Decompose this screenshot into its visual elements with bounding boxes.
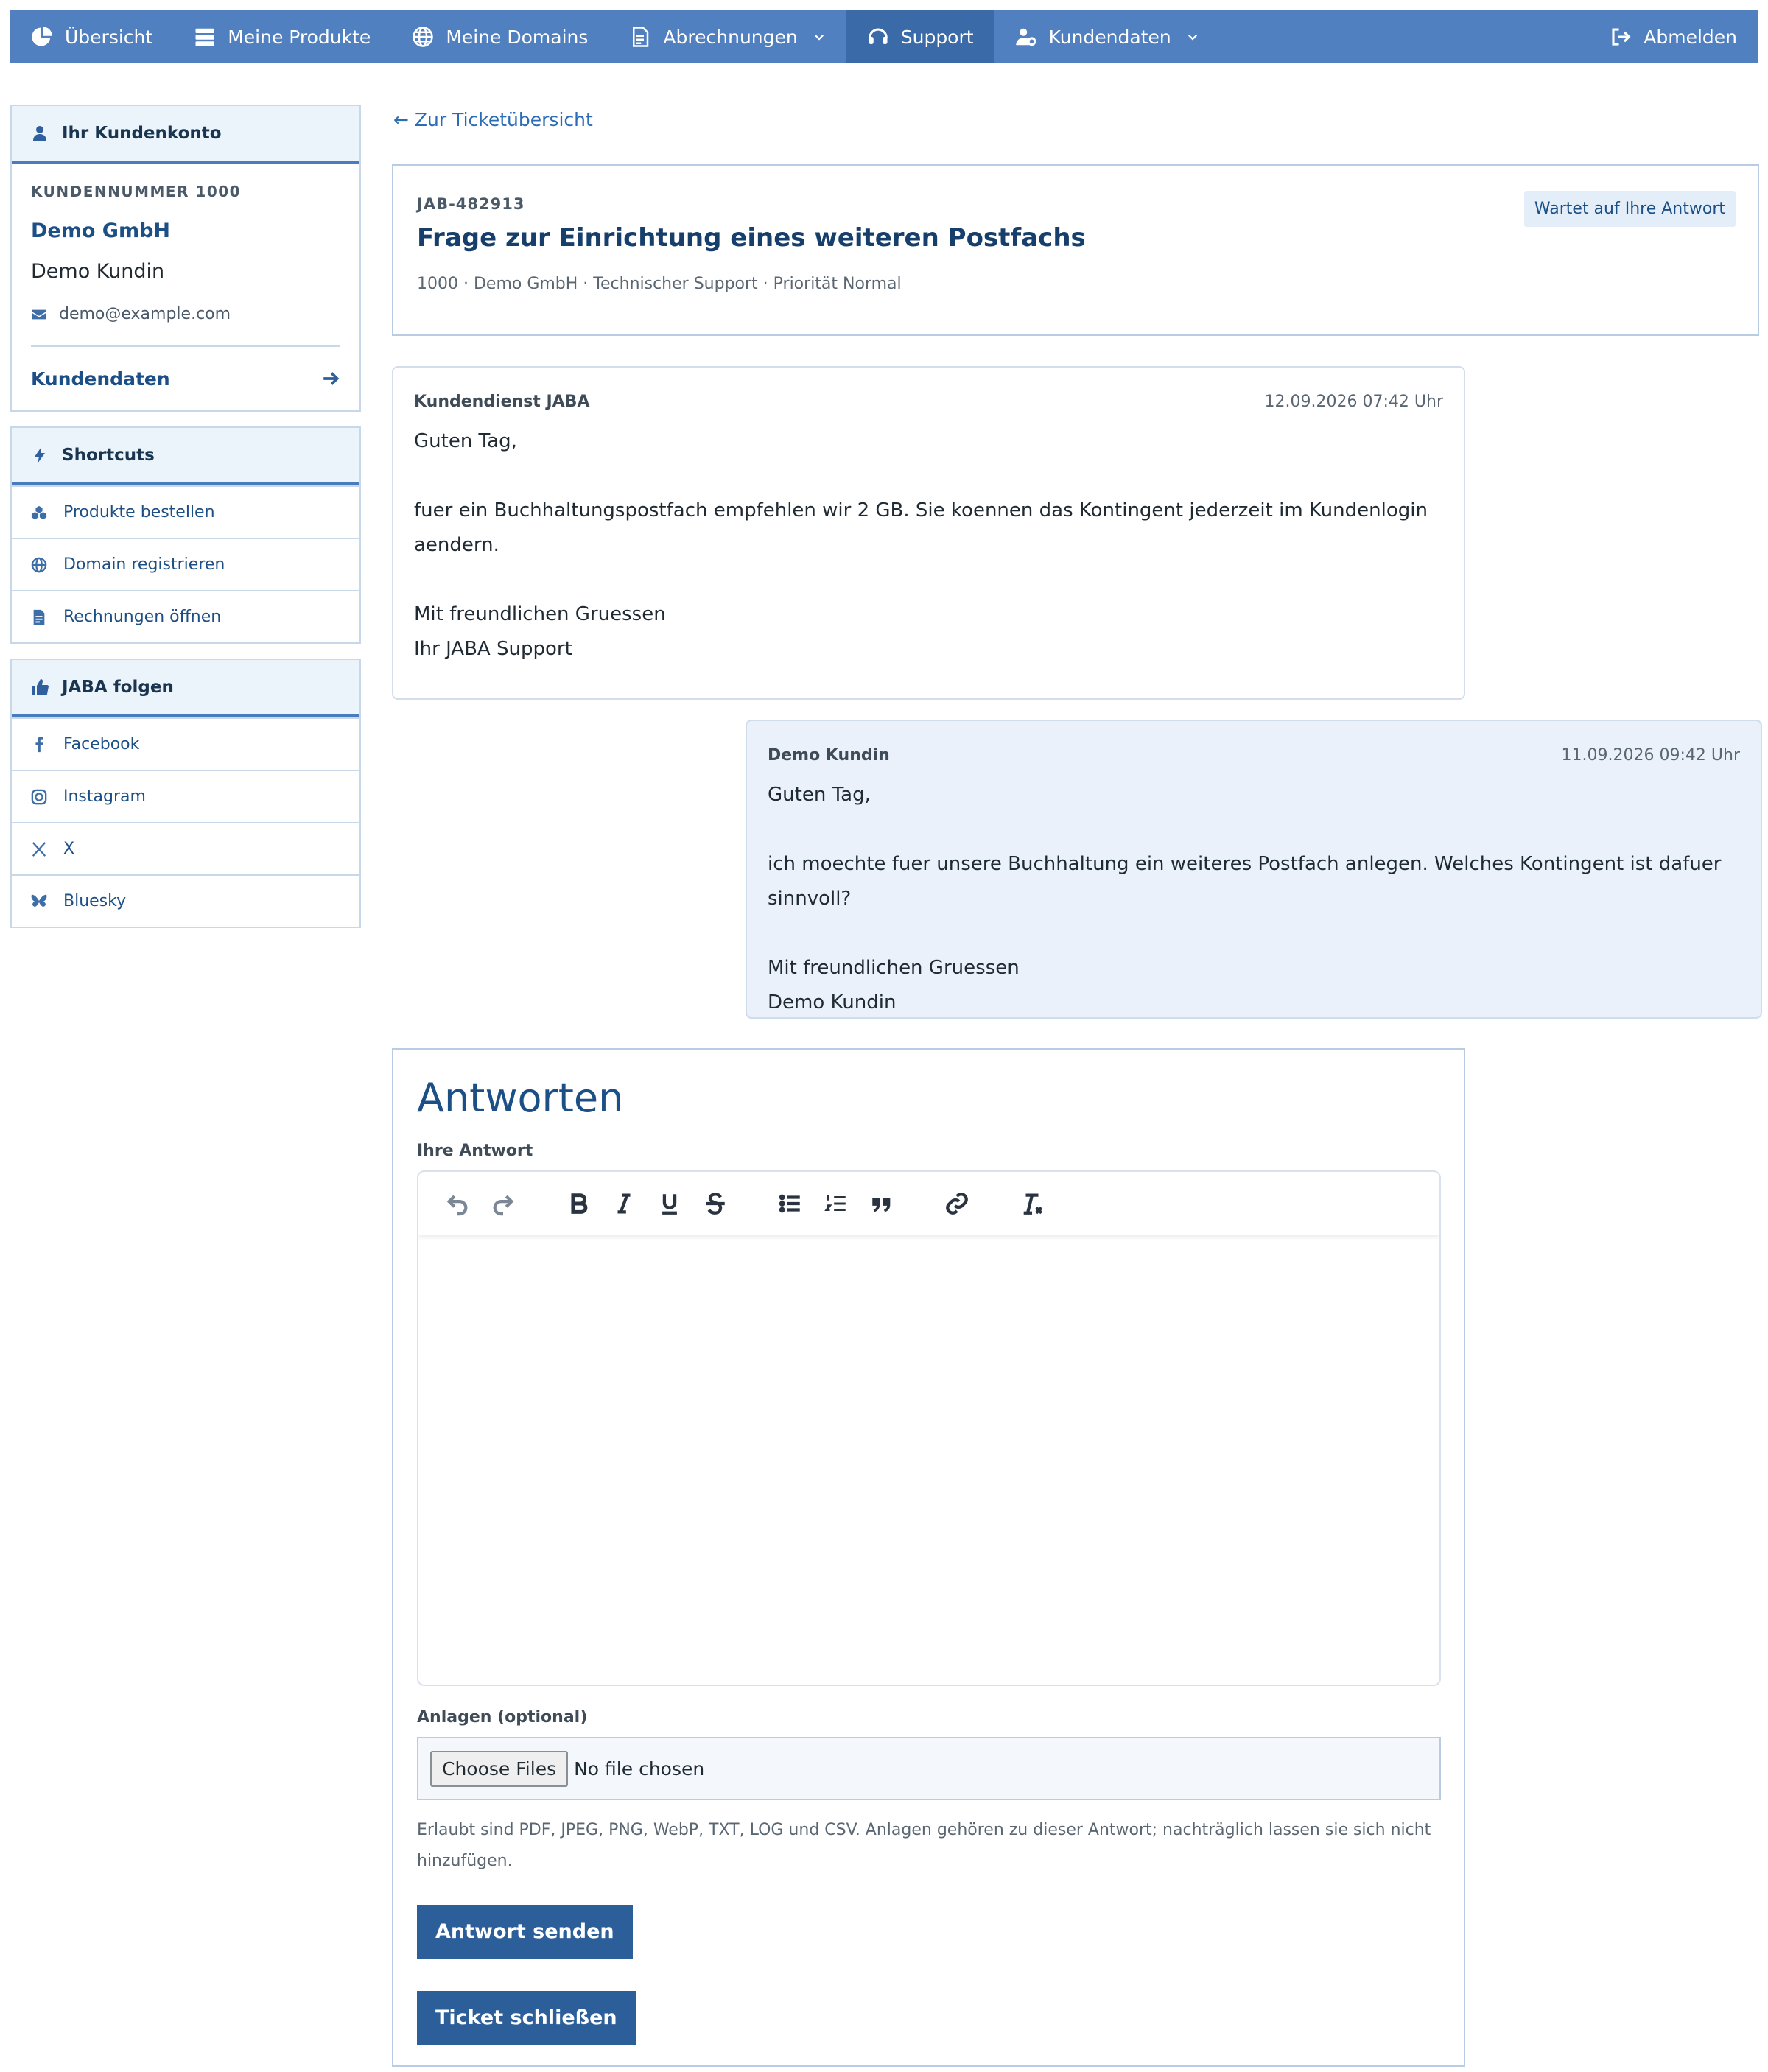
nav-item-abrechnungen[interactable]	[608, 10, 846, 63]
kundendaten-link-label: Kundendaten	[31, 368, 170, 390]
server-icon	[194, 26, 216, 48]
arrow-right-icon	[321, 369, 340, 388]
contact-person: Demo Kundin	[31, 260, 165, 283]
message-line: Ihr JABA Support	[414, 638, 572, 660]
attachments-label: Anlagen (optional)	[417, 1708, 588, 1727]
message-blank-line	[414, 459, 1443, 494]
pie-chart-icon	[31, 26, 53, 48]
invoice-icon	[629, 26, 651, 48]
italic-icon	[611, 1191, 636, 1216]
shortcut-label: Rechnungen öffnen	[63, 608, 222, 626]
logout-button[interactable]	[1589, 10, 1758, 63]
choose-files-button[interactable]: Choose Files	[430, 1751, 568, 1787]
message-line: ich moechte fuer unsere Buchhaltung ein weiteres Postfach anlegen. Welches Kontingent ist dafuer sinnvoll?	[768, 853, 1722, 910]
social-link-facebook[interactable]	[12, 717, 359, 770]
numbered-list-icon	[824, 1191, 849, 1216]
spacer	[10, 644, 361, 659]
thumbs-up-icon	[31, 678, 49, 696]
bluesky-icon	[31, 893, 47, 910]
status-badge: Wartet auf Ihre Antwort	[1524, 191, 1736, 227]
shortcut-rechnungen-oeffnen[interactable]	[12, 590, 359, 642]
redo-button[interactable]	[488, 1188, 519, 1219]
account-details	[12, 164, 359, 410]
nav-item-support[interactable]	[846, 10, 994, 63]
social-title: JABA folgen	[62, 678, 174, 697]
nav-item-label: Übersicht	[65, 26, 153, 48]
logout-icon	[1610, 26, 1632, 48]
sidebar	[10, 105, 361, 928]
social-link-instagram[interactable]	[12, 770, 359, 822]
message-author: Kundendienst JABA	[414, 393, 590, 411]
social-label: X	[63, 840, 75, 858]
blockquote-button[interactable]	[866, 1188, 897, 1219]
shortcuts-title: Shortcuts	[62, 446, 155, 465]
message-line: Mit freundlichen Gruessen	[768, 957, 1020, 979]
send-reply-button[interactable]: Antwort senden	[417, 1905, 633, 1959]
nav-spacer	[1220, 10, 1590, 63]
user-icon	[31, 124, 49, 142]
shortcut-domain-registrieren[interactable]	[12, 538, 359, 590]
top-navigation	[10, 10, 1758, 63]
nav-item-label: Support	[900, 26, 974, 48]
bold-button[interactable]	[563, 1188, 594, 1219]
back-to-tickets-link[interactable]: ← Zur Ticketübersicht	[393, 109, 593, 130]
clear-format-icon	[1020, 1191, 1045, 1216]
message-customer	[746, 720, 1762, 1019]
message-line: Guten Tag,	[768, 784, 871, 806]
instagram-icon	[31, 789, 47, 805]
nav-item-meine-produkte[interactable]	[173, 10, 391, 63]
nav-item-label: Meine Produkte	[228, 26, 371, 48]
close-button-wrap	[417, 1959, 1440, 2045]
close-ticket-button[interactable]: Ticket schließen	[417, 1991, 636, 2045]
message-blank-line	[414, 563, 1443, 597]
shortcut-produkte-bestellen[interactable]	[12, 485, 359, 538]
chevron-down-icon	[1186, 30, 1199, 43]
social-label: Facebook	[63, 735, 140, 754]
reply-form	[392, 1048, 1465, 2067]
italic-button[interactable]	[608, 1188, 639, 1219]
shortcuts-header	[12, 428, 359, 485]
numbered-list-button[interactable]	[821, 1188, 852, 1219]
message-line: aendern.	[414, 534, 499, 556]
bullet-list-button[interactable]	[775, 1188, 806, 1219]
underline-icon	[657, 1191, 682, 1216]
undo-icon	[445, 1191, 470, 1216]
account-email	[31, 305, 340, 323]
customer-number: KUNDENNUMMER 1000	[31, 183, 242, 200]
social-label: Bluesky	[63, 892, 127, 910]
kundendaten-link[interactable]	[31, 347, 340, 410]
invoice-icon	[31, 609, 47, 625]
globe-icon	[412, 26, 434, 48]
link-icon	[944, 1191, 969, 1216]
quote-icon	[869, 1191, 894, 1216]
social-link-bluesky[interactable]	[12, 874, 359, 927]
send-button-wrap	[417, 1877, 1440, 1959]
file-input	[417, 1737, 1441, 1800]
account-card	[10, 105, 361, 412]
message-blank-line	[768, 812, 1740, 847]
answer-label: Ihre Antwort	[417, 1142, 533, 1160]
message-header	[414, 393, 1443, 411]
message-body	[414, 424, 1443, 667]
cubes-icon	[31, 505, 47, 521]
nav-item-label: Kundendaten	[1048, 26, 1171, 48]
no-file-text: No file chosen	[574, 1757, 705, 1780]
logout-label: Abmelden	[1644, 26, 1737, 48]
rich-text-editor	[417, 1170, 1441, 1686]
spacer	[10, 412, 361, 426]
strikethrough-icon	[703, 1191, 728, 1216]
message-line: fuer ein Buchhaltungspostfach empfehlen wir 2 GB. Sie koennen das Kontingent jederzeit im Kundenlogin	[414, 499, 1428, 521]
shortcut-label: Produkte bestellen	[63, 503, 215, 521]
message-blank-line	[768, 916, 1740, 951]
bold-icon	[566, 1191, 591, 1216]
company-name: Demo GmbH	[31, 220, 171, 242]
message-header	[768, 746, 1740, 765]
clear-format-button[interactable]	[1017, 1188, 1048, 1219]
shortcuts-card	[10, 426, 361, 644]
social-label: Instagram	[63, 787, 146, 806]
x-icon	[31, 841, 47, 857]
social-card	[10, 659, 361, 928]
bullet-list-icon	[778, 1191, 803, 1216]
social-header	[12, 660, 359, 717]
attachments-hint: Erlaubt sind PDF, JPEG, PNG, WebP, TXT, LOG und CSV. Anlagen gehören zu dieser Antwort; nachträglich lassen sie sich nicht hinzufügen.	[417, 1821, 1431, 1870]
facebook-icon	[31, 737, 47, 753]
message-line: Mit freundlichen Gruessen	[414, 603, 666, 625]
ticket-title: Frage zur Einrichtung eines weiteren Postfachs	[417, 223, 1086, 253]
shortcut-label: Domain registrieren	[63, 555, 225, 574]
globe-icon	[31, 557, 47, 573]
reply-title: Antworten	[417, 1075, 624, 1121]
message-line: Guten Tag,	[414, 430, 517, 452]
undo-button[interactable]	[442, 1188, 473, 1219]
editor-toolbar	[418, 1172, 1439, 1235]
email-text: demo@example.com	[59, 305, 231, 323]
nav-item-kundendaten[interactable]	[994, 10, 1220, 63]
envelope-icon	[31, 306, 47, 323]
link-button[interactable]	[941, 1188, 972, 1219]
social-link-x[interactable]	[12, 822, 359, 874]
message-body	[768, 778, 1740, 1020]
nav-item-meine-domains[interactable]	[391, 10, 608, 63]
message-date: 11.09.2026 09:42 Uhr	[1561, 746, 1740, 765]
message-date: 12.09.2026 07:42 Uhr	[1264, 393, 1443, 411]
editor-content-area[interactable]	[418, 1235, 1439, 1686]
chevron-down-icon	[813, 30, 826, 43]
account-card-header	[12, 106, 359, 164]
user-gear-icon	[1015, 26, 1037, 48]
ticket-id: JAB-482913	[417, 195, 525, 213]
message-line: Demo Kundin	[768, 991, 897, 1014]
message-support	[392, 366, 1465, 700]
strikethrough-button[interactable]	[700, 1188, 731, 1219]
headset-icon	[867, 26, 889, 48]
nav-item-label: Abrechnungen	[663, 26, 798, 48]
redo-icon	[491, 1191, 516, 1216]
bolt-icon	[31, 446, 49, 464]
ticket-header	[392, 164, 1759, 336]
nav-item-uebersicht[interactable]	[10, 10, 173, 63]
underline-button[interactable]	[654, 1188, 685, 1219]
nav-item-label: Meine Domains	[446, 26, 589, 48]
account-card-title: Ihr Kundenkonto	[62, 124, 222, 143]
message-author: Demo Kundin	[768, 746, 890, 765]
ticket-meta: 1000 · Demo GmbH · Technischer Support · Priorität Normal	[417, 275, 902, 293]
